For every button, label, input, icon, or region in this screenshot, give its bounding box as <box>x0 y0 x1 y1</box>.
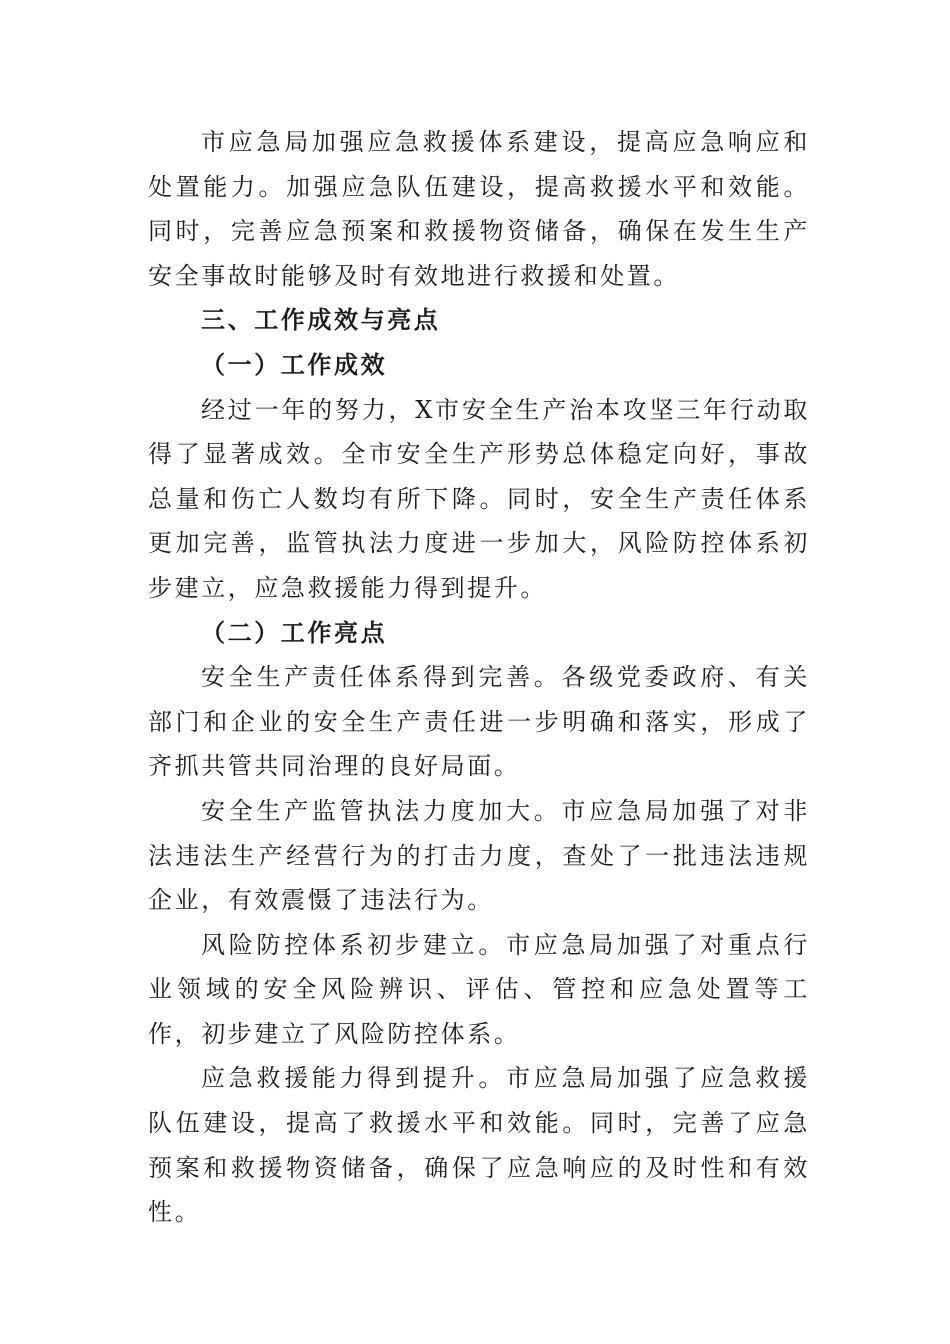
paragraph-highlight-responsibility: 安全生产责任体系得到完善。各级党委政府、有关部门和企业的安全生产责任进一步明确和落实，形成了齐抓共管共同治理的良好局面。 <box>148 663 810 781</box>
subsection-heading-results: （一）工作成效 <box>201 349 388 379</box>
paragraph-emergency-system: 市应急局加强应急救援体系建设，提高应急响应和处置能力。加强应急队伍建设，提高救援水平和效能。同时，完善应急预案和救援物资储备，确保在发生生产安全事故时能够及时有效地进行救援和处置。 <box>148 128 810 290</box>
paragraph-highlight-rescue: 应急救援能力得到提升。市应急局加强了应急救援队伍建设，提高了救援水平和效能。同时，完善了应急预案和救援物资储备，确保了应急响应的及时性和有效性。 <box>148 1064 810 1227</box>
section-heading-achievements: 三、工作成效与亮点 <box>201 306 441 335</box>
document-body <box>148 120 810 1235</box>
paragraph-highlight-enforcement: 安全生产监管执法力度加大。市应急局加强了对非法违法生产经营行为的打击力度，查处了一批违法违规企业，有效震慑了违法行为。 <box>148 796 810 915</box>
subsection-heading-highlights: （二）工作亮点 <box>201 617 388 647</box>
paragraph-highlight-risk-control: 风险防控体系初步建立。市应急局加强了对重点行业领域的安全风险辨识、评估、管控和应急处置等工作，初步建立了风险防控体系。 <box>148 930 810 1048</box>
paragraph-results: 经过一年的努力，X市安全生产治本攻坚三年行动取得了显著成效。全市安全生产形势总体稳定向好，事故总量和伤亡人数均有所下降。同时，安全生产责任体系更加完善，监管执法力度进一步加大，风险防控体系初步建立，应急救援能力得到提升。 <box>148 395 810 602</box>
